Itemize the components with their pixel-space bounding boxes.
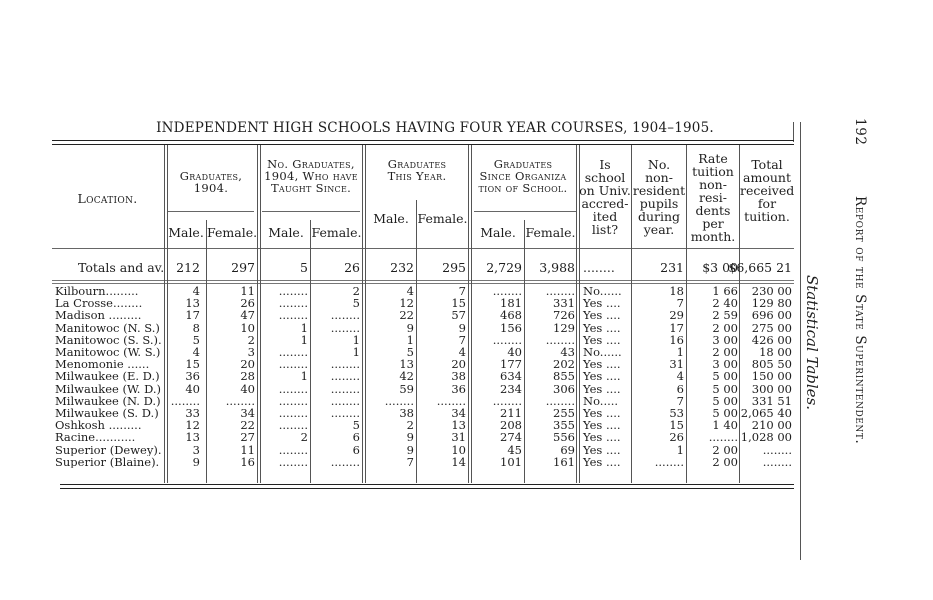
header-thisyear: Graduates This Year. (387, 157, 447, 183)
cell-g04-male: 13 (185, 430, 200, 445)
cell-rate: 2 00 (712, 320, 738, 335)
subheader-male: Male. (480, 225, 516, 240)
cell-taught-male: ........ (278, 406, 308, 420)
cell-nonresident: 6 (676, 381, 684, 396)
cell-total: $6,665 21 (728, 260, 792, 275)
table-row (0, 322, 933, 334)
cell-rate: ........ (708, 430, 738, 445)
location-cell: La Crosse........ (55, 297, 143, 310)
cell-nonresident: 1 (676, 442, 684, 457)
cell-nonresident: 15 (669, 418, 684, 433)
cell-thisyear-female: 295 (442, 260, 466, 275)
cell-g04-male: 36 (185, 369, 200, 384)
cell-sinceorg-male: 468 (500, 308, 522, 323)
cell-nonresident: 29 (669, 308, 684, 323)
cell-accredited: Yes .... (583, 454, 621, 469)
cell-sinceorg-male: 2,729 (486, 260, 522, 275)
cell-sinceorg-female: 355 (553, 418, 575, 433)
cell-taught-female: 5 (352, 418, 360, 433)
cell-g04-female: 40 (240, 381, 255, 396)
cell-total: 230 00 (751, 284, 792, 298)
cell-thisyear-male: 232 (390, 260, 414, 275)
cell-rate: 2 40 (712, 296, 738, 311)
cell-taught-male: ........ (278, 393, 308, 408)
header-taught: No. Graduates, 1904, Who have Taught Since. (264, 157, 358, 195)
cell-nonresident: 18 (669, 284, 684, 298)
cell-sinceorg-male: 40 (507, 345, 522, 359)
cell-rate: 5 00 (712, 381, 738, 396)
table-row (0, 407, 933, 419)
table-title: INDEPENDENT HIGH SCHOOLS HAVING FOUR YEAR COURSES, 1904–1905. (156, 120, 714, 136)
cell-taught-male: 2 (300, 430, 308, 445)
cell-taught-male: ........ (278, 418, 308, 433)
cell-rate: 5 00 (712, 369, 738, 384)
cell-nonresident: 16 (669, 332, 684, 347)
top-rule (52, 140, 794, 141)
cell-taught-female: ........ (330, 308, 360, 323)
header-location: Location. (77, 191, 138, 206)
cell-sinceorg-female: 726 (553, 308, 575, 323)
table-row (0, 297, 933, 309)
cell-taught-male: ........ (278, 345, 308, 359)
table-row (0, 285, 933, 297)
cell-thisyear-female: 7 (458, 284, 466, 298)
cell-thisyear-male: ........ (384, 393, 414, 408)
table-row (0, 334, 933, 346)
cell-accredited: Yes .... (583, 406, 621, 420)
cell-g04-female: 34 (240, 406, 255, 420)
page-number: 192 (852, 118, 868, 146)
cell-thisyear-female: 57 (451, 308, 466, 323)
cell-g04-female: 28 (240, 369, 255, 384)
cell-nonresident: 26 (669, 430, 684, 445)
header-accredited: Is school on Univ. accred- ited list? (579, 157, 631, 237)
cell-taught-male: 1 (300, 369, 308, 384)
subheader-female: Female. (525, 225, 576, 240)
cell-g04-female: 47 (240, 308, 255, 323)
running-head-text: Report of the State Superintendent. (852, 196, 868, 445)
cell-taught-male: ........ (278, 454, 308, 469)
cell-thisyear-male: 7 (406, 454, 414, 469)
cell-taught-female: ........ (330, 406, 360, 420)
cell-taught-male: 1 (300, 332, 308, 347)
sinceorg-underline (474, 211, 576, 212)
cell-sinceorg-male: ........ (492, 393, 522, 408)
subheader-female: Female. (417, 211, 468, 226)
bottom-rule-2 (60, 488, 794, 489)
cell-nonresident: 31 (669, 357, 684, 372)
cell-sinceorg-male: 634 (500, 369, 522, 384)
cell-nonresident: 53 (669, 406, 684, 420)
cell-taught-male: 1 (300, 320, 308, 335)
cell-total: 18 00 (759, 345, 792, 359)
cell-taught-male: ........ (278, 442, 308, 457)
cell-sinceorg-male: ........ (492, 284, 522, 298)
cell-taught-female: 26 (344, 260, 360, 275)
location-cell: Superior (Blaine). (55, 455, 160, 468)
cell-sinceorg-male: 156 (500, 320, 522, 335)
right-frame-rule (793, 122, 794, 142)
cell-g04-male: ........ (170, 393, 200, 408)
cell-accredited: No...... (583, 284, 622, 298)
cell-sinceorg-male: 211 (500, 406, 522, 420)
cell-g04-male: 33 (185, 406, 200, 420)
cell-g04-male: 8 (192, 320, 200, 335)
totals-row (0, 262, 933, 274)
table-row (0, 309, 933, 321)
location-cell: Superior (Dewey). (55, 443, 162, 456)
cell-g04-male: 4 (192, 284, 200, 298)
cell-taught-male: ........ (278, 308, 308, 323)
cell-thisyear-female: 9 (458, 320, 466, 335)
cell-g04-male: 5 (192, 332, 200, 347)
cell-accredited: No...... (583, 345, 622, 359)
cell-sinceorg-male: 101 (500, 454, 522, 469)
cell-accredited: Yes .... (583, 296, 621, 311)
cell-accredited: Yes .... (583, 308, 621, 323)
cell-sinceorg-female: 331 (553, 296, 575, 311)
cell-sinceorg-female: ........ (545, 284, 575, 298)
cell-sinceorg-male: 234 (500, 381, 522, 396)
cell-sinceorg-female: 43 (560, 345, 575, 359)
cell-sinceorg-male: ........ (492, 332, 522, 347)
cell-taught-female: ........ (330, 454, 360, 469)
cell-sinceorg-female: 255 (553, 406, 575, 420)
cell-g04-male: 12 (185, 418, 200, 433)
cell-accredited: Yes .... (583, 320, 621, 335)
cell-g04-female: ........ (225, 393, 255, 408)
table-row (0, 346, 933, 358)
cell-thisyear-male: 13 (399, 357, 414, 372)
cell-taught-male: 5 (300, 260, 308, 275)
header-sinceorg: Graduates Since Organiza tion of School. (478, 157, 568, 195)
cell-total: 150 00 (751, 369, 792, 384)
location-cell: Madison ......... (55, 309, 142, 322)
side-label: Statistical Tables. (803, 275, 821, 411)
cell-g04-female: 16 (240, 454, 255, 469)
cell-total: 331 51 (751, 393, 792, 408)
cell-rate: 2 00 (712, 442, 738, 457)
cell-g04-female: 11 (240, 442, 255, 457)
table-row (0, 395, 933, 407)
cell-thisyear-male: 4 (406, 284, 414, 298)
location-cell: Milwaukee (N. D.) (55, 394, 161, 407)
location-cell: Oshkosh ......... (55, 419, 142, 432)
cell-sinceorg-female: 161 (553, 454, 575, 469)
cell-nonresident: 231 (660, 260, 684, 275)
location-cell: Manitowoc (N. S.) (55, 321, 160, 334)
cell-total: 300 00 (751, 381, 792, 396)
cell-g04-male: 15 (185, 357, 200, 372)
cell-thisyear-female: 38 (451, 369, 466, 384)
cell-taught-male: ........ (278, 284, 308, 298)
cell-total: 2,065 40 (740, 406, 792, 420)
cell-accredited: Yes .... (583, 418, 621, 433)
cell-g04-male: 4 (192, 345, 200, 359)
cell-sinceorg-male: 208 (500, 418, 522, 433)
header-rate: Rate tuition non-resi- dents per month. (690, 151, 736, 244)
cell-sinceorg-female: 3,988 (539, 260, 575, 275)
cell-accredited: Yes .... (583, 430, 621, 445)
cell-thisyear-female: 14 (451, 454, 466, 469)
cell-rate: 3 00 (712, 332, 738, 347)
location-cell: Manitowoc (W. S.) (55, 346, 161, 358)
cell-taught-female: 1 (352, 345, 360, 359)
location-cell: Milwaukee (E. D.) (55, 370, 160, 383)
cell-accredited: Yes .... (583, 442, 621, 457)
cell-g04-female: 11 (240, 284, 255, 298)
cell-thisyear-female: 15 (451, 296, 466, 311)
subheader-male: Male. (268, 225, 304, 240)
cell-rate: $3 00 (702, 260, 738, 275)
cell-taught-female: 5 (352, 296, 360, 311)
location-cell: Racine........... (55, 431, 136, 444)
cell-thisyear-male: 9 (406, 430, 414, 445)
bottom-rule (60, 484, 794, 485)
cell-taught-female: 6 (352, 430, 360, 445)
cell-accredited: Yes .... (583, 357, 621, 372)
table-row (0, 358, 933, 370)
cell-accredited: Yes .... (583, 369, 621, 384)
cell-sinceorg-male: 45 (507, 442, 522, 457)
cell-accredited: Yes .... (583, 332, 621, 347)
cell-taught-female: 6 (352, 442, 360, 457)
cell-g04-male: 3 (192, 442, 200, 457)
cell-total: 275 00 (751, 320, 792, 335)
cell-accredited: Yes .... (583, 381, 621, 396)
cell-thisyear-male: 9 (406, 442, 414, 457)
cell-thisyear-male: 59 (399, 381, 414, 396)
cell-sinceorg-female: 69 (560, 442, 575, 457)
cell-thisyear-female: ........ (436, 393, 466, 408)
cell-g04-female: 20 (240, 357, 255, 372)
cell-nonresident: 7 (676, 296, 684, 311)
cell-thisyear-male: 5 (406, 345, 414, 359)
grad1904-underline (168, 211, 254, 212)
cell-taught-female: 1 (352, 332, 360, 347)
cell-thisyear-male: 22 (399, 308, 414, 323)
cell-thisyear-female: 7 (458, 332, 466, 347)
cell-g04-female: 3 (247, 345, 255, 359)
cell-taught-female: ........ (330, 357, 360, 372)
cell-thisyear-female: 10 (451, 442, 466, 457)
location-cell: Menomonie ...... (55, 358, 150, 371)
cell-g04-male: 40 (185, 381, 200, 396)
header-grad1904: Graduates, 1904. (179, 169, 243, 195)
cell-thisyear-female: 13 (451, 418, 466, 433)
cell-sinceorg-female: 306 (553, 381, 575, 396)
cell-rate: 2 00 (712, 454, 738, 469)
cell-nonresident: 4 (676, 369, 684, 384)
table-row (0, 444, 933, 456)
cell-rate: 5 00 (712, 393, 738, 408)
cell-thisyear-female: 36 (451, 381, 466, 396)
cell-g04-male: 13 (185, 296, 200, 311)
cell-g04-female: 297 (231, 260, 255, 275)
cell-sinceorg-female: ........ (545, 393, 575, 408)
cell-rate: 1 40 (712, 418, 738, 433)
cell-g04-male: 212 (176, 260, 200, 275)
cell-sinceorg-male: 181 (500, 296, 522, 311)
cell-rate: 5 00 (712, 406, 738, 420)
cell-total: 696 00 (751, 308, 792, 323)
cell-rate: 1 66 (712, 284, 738, 298)
cell-total: 805 50 (751, 357, 792, 372)
subheader-male: Male. (373, 211, 409, 226)
cell-taught-female: ........ (330, 320, 360, 335)
subheader-female: Female. (207, 225, 258, 240)
cell-sinceorg-male: 274 (500, 430, 522, 445)
cell-total: 1,028 00 (740, 430, 792, 445)
cell-sinceorg-female: ........ (545, 332, 575, 347)
cell-thisyear-male: 2 (406, 418, 414, 433)
cell-taught-male: ........ (278, 296, 308, 311)
cell-g04-female: 2 (247, 332, 255, 347)
cell-sinceorg-female: 855 (553, 369, 575, 384)
cell-g04-female: 10 (240, 320, 255, 335)
cell-thisyear-male: 1 (406, 332, 414, 347)
cell-rate: 2 59 (712, 308, 738, 323)
cell-thisyear-male: 38 (399, 406, 414, 420)
cell-taught-male: ........ (278, 357, 308, 372)
table-row (0, 370, 933, 382)
header-total: Total amount received for tuition. (740, 157, 795, 224)
cell-nonresident: 17 (669, 320, 684, 335)
cell-taught-female: ........ (330, 393, 360, 408)
location-cell: Milwaukee (S. D.) (55, 407, 159, 419)
cell-accredited: No..... (583, 393, 619, 408)
location-cell: Milwaukee (W. D.) (55, 382, 162, 395)
table-row (0, 419, 933, 431)
header-nonresident: No. non- resident pupils during year. (632, 157, 686, 237)
cell-total: 129 80 (751, 296, 792, 311)
cell-g04-male: 17 (185, 308, 200, 323)
cell-thisyear-female: 34 (451, 406, 466, 420)
cell-g04-female: 27 (240, 430, 255, 445)
location-cell: Kilbourn......... (55, 285, 139, 297)
cell-rate: 2 00 (712, 345, 738, 359)
cell-sinceorg-female: 129 (553, 320, 575, 335)
cell-nonresident: ........ (654, 454, 684, 469)
cell-g04-male: 9 (192, 454, 200, 469)
cell-total: 210 00 (751, 418, 792, 433)
cell-thisyear-male: 42 (399, 369, 414, 384)
cell-sinceorg-male: 177 (500, 357, 522, 372)
cell-thisyear-female: 4 (458, 345, 466, 359)
cell-g04-female: 26 (240, 296, 255, 311)
cell-thisyear-male: 12 (399, 296, 414, 311)
cell-taught-female: ........ (330, 369, 360, 384)
subheader-male: Male. (168, 225, 204, 240)
cell-thisyear-female: 20 (451, 357, 466, 372)
table-row (0, 431, 933, 443)
taught-underline (262, 211, 360, 212)
location-cell: Manitowoc (S. S.). (55, 333, 162, 346)
cell-nonresident: 7 (676, 393, 684, 408)
totals-label: Totals and av. (78, 260, 165, 275)
cell-thisyear-male: 9 (406, 320, 414, 335)
cell-nonresident: 1 (676, 345, 684, 359)
cell-thisyear-female: 31 (451, 430, 466, 445)
cell-taught-male: ........ (278, 381, 308, 396)
table-row (0, 383, 933, 395)
table-row (0, 456, 933, 468)
cell-total: ........ (762, 454, 792, 469)
cell-sinceorg-female: 556 (553, 430, 575, 445)
cell-taught-female: ........ (330, 381, 360, 396)
subheader-female: Female. (311, 225, 362, 240)
cell-total: 426 00 (751, 332, 792, 347)
cell-sinceorg-female: 202 (553, 357, 575, 372)
cell-g04-female: 22 (240, 418, 255, 433)
cell-total: ........ (762, 442, 792, 457)
cell-accredited: ........ (583, 260, 615, 275)
cell-rate: 3 00 (712, 357, 738, 372)
cell-taught-female: 2 (352, 284, 360, 298)
